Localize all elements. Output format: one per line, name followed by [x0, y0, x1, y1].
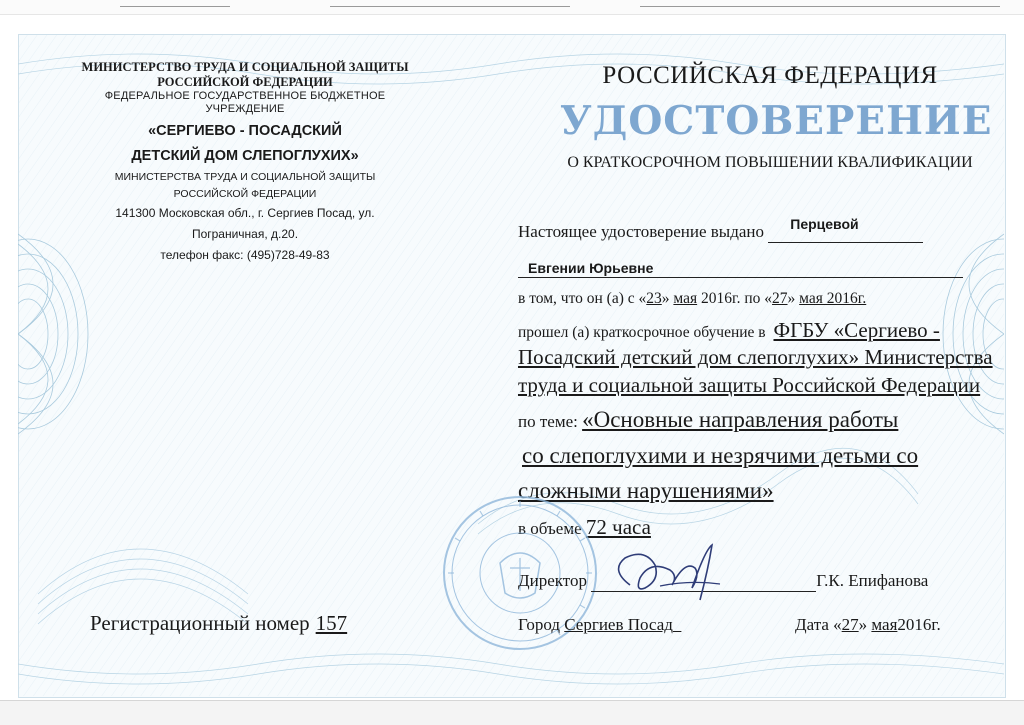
city-value: Сергиев Посад: [564, 615, 673, 634]
date-row: [795, 615, 941, 635]
trained-label: прошел (а) краткосрочное обучение в: [518, 324, 766, 341]
document-subtitle: О КРАТКОСРОЧНОМ ПОВЫШЕНИИ КВАЛИФИКАЦИИ: [567, 154, 973, 171]
month-to-year: мая 2016г.: [799, 290, 867, 307]
city-row: [518, 615, 681, 635]
name-blank: [518, 259, 963, 278]
day-from: 23: [646, 290, 662, 307]
registration-number: 157: [315, 611, 348, 635]
surname-blank: [768, 216, 923, 243]
org-line-2: Посадский детский дом слепоглухих» Министерства: [518, 345, 993, 369]
institution-name-line-2: ДЕТСКИЙ ДОМ СЛЕПОГЛУХИХ»: [131, 148, 359, 164]
country-title: РОССИЙСКАЯ ФЕДЕРАЦИЯ: [602, 62, 938, 89]
year-from: 2016г. по «: [701, 290, 773, 307]
volume-label: в объеме: [518, 519, 582, 538]
institution-name-line-1: «СЕРГИЕВО - ПОСАДСКИЙ: [148, 123, 342, 139]
period-row: [518, 290, 866, 308]
ministry-small-line: МИНИСТЕРСТВА ТРУДА И СОЦИАЛЬНОЙ ЗАЩИТЫ: [114, 171, 376, 183]
phone-line: телефон факс: (495)728-49-83: [160, 248, 330, 262]
date-close-quote: »: [858, 615, 868, 634]
quote-close-1: »: [661, 290, 670, 307]
director-name: Г.К. Епифанова: [816, 571, 929, 590]
registration-label: Регистрационный номер: [90, 611, 310, 635]
director-label: Директор: [518, 571, 587, 590]
date-month: мая: [871, 615, 898, 634]
trained-row: [518, 318, 940, 343]
quote-close-2: »: [787, 290, 796, 307]
scan-mark: [120, 6, 230, 7]
registration-number-row: [90, 611, 347, 636]
director-signature: [600, 540, 750, 610]
day-to: 27: [772, 290, 788, 307]
period-prefix: в том, что он (а) с «: [518, 290, 647, 307]
org-line-1: ФГБУ «Сергиево -: [773, 318, 940, 342]
institution-type-line-2: УЧРЕЖДЕНИЕ: [205, 103, 285, 115]
institution-type-line-1: ФЕДЕРАЛЬНОЕ ГОСУДАРСТВЕННОЕ БЮДЖЕТНОЕ: [104, 90, 386, 102]
city-label: Город: [518, 615, 560, 634]
scan-mark: [330, 6, 570, 7]
topic-label: по теме:: [518, 412, 578, 431]
federation-small-line: РОССИЙСКОЙ ФЕДЕРАЦИИ: [173, 188, 317, 200]
volume-value: 72 часа: [585, 515, 651, 539]
scan-top-edge: [0, 0, 1024, 15]
org-line-3: труда и социальной защиты Российской Федерации: [518, 373, 981, 397]
topic-line-1: «Основные направления работы: [582, 407, 899, 432]
issuer-block: [55, 60, 435, 266]
address-line-2: Пограничная, д.20.: [191, 227, 299, 241]
date-label: Дата «: [795, 615, 842, 634]
topic-line-3: сложными нарушениями»: [518, 478, 774, 503]
surname: Перцевой: [790, 216, 859, 232]
document-title: УДОСТОВЕРЕНИЕ: [560, 98, 993, 144]
topic-row: [518, 407, 898, 433]
scan-bottom-edge: [0, 700, 1024, 725]
month-from: мая: [673, 290, 698, 307]
date-day: 27: [841, 615, 859, 634]
federation-line: РОССИЙСКОЙ ФЕДЕРАЦИИ: [157, 75, 333, 89]
ministry-line: МИНИСТЕРСТВО ТРУДА И СОЦИАЛЬНОЙ ЗАЩИТЫ: [81, 60, 409, 74]
name-row: [518, 259, 963, 283]
topic-line-2: со слепоглухими и незрячими детьми со: [522, 443, 919, 468]
address-line-1: 141300 Московская обл., г. Сергиев Посад, ул.: [115, 206, 375, 220]
name-patronymic: Евгении Юрьевне: [528, 260, 654, 276]
issued-row: [518, 216, 923, 243]
issued-label: Настоящее удостоверение выдано: [518, 222, 765, 241]
scan-mark: [640, 6, 1000, 7]
date-year: 2016г.: [897, 615, 941, 634]
